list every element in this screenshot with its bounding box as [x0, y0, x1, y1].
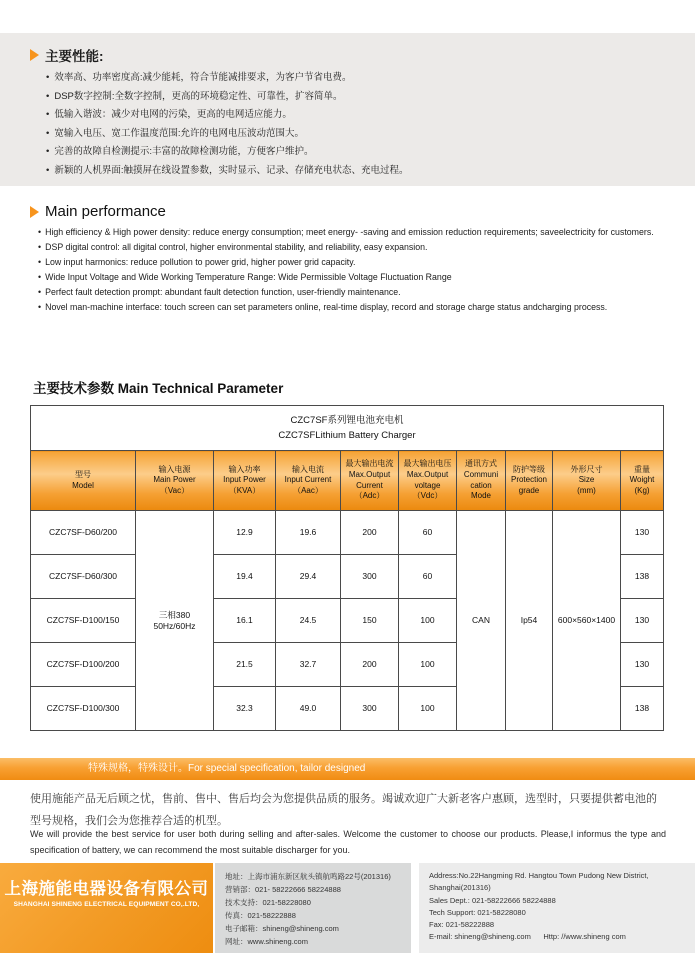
table-header-cell: 最大输出电压 Max.Output voltage （Vdc） [399, 451, 457, 511]
feature-heading: 主要性能: [45, 49, 104, 64]
cell-model: CZC7SF-D100/300 [31, 687, 136, 731]
service-paragraph-cn: 使用施能产品无后顾之忧，售前、售中、售后均会为您提供品质的服务。竭诚欢迎广大新老客户惠顾，选型时，只要提供蓄电池的型号规格，我们会为您推荐合适的机型。 [30, 793, 657, 827]
contact-line: 电子邮箱：shineng@shineng.com [225, 924, 339, 933]
feature-heading-row [30, 45, 665, 65]
contact-line: 营销部：021- 58222666 58224888 [225, 885, 341, 894]
table-caption-en: CZC7SFLithium Battery Charger [278, 430, 416, 441]
triangle-bullet-icon [30, 206, 39, 218]
contact-line: Sales Dept.: 021-58222666 58224888 [429, 895, 556, 905]
cell-weight: 138 [621, 555, 664, 599]
cell-max-output-voltage: 60 [399, 511, 457, 555]
list-item: • 宽输入电压、宽工作温度范围:允许的电网电压波动范围大。 [46, 125, 665, 144]
cell-input-current: 32.7 [276, 643, 341, 687]
table-row [31, 511, 664, 555]
list-item: • Wide Input Voltage and Wide Working Temperature Range: Wide Permissible Voltage Fluctuation Range [38, 270, 667, 285]
list-item: • 效率高、功率密度高:减少能耗，符合节能减排要求，为客户节省电费。 [46, 69, 665, 88]
feature-box [0, 33, 695, 186]
cell-weight: 138 [621, 687, 664, 731]
cell-input-current: 19.6 [276, 511, 341, 555]
footer-company-block [0, 863, 213, 953]
cell-max-output-voltage: 100 [399, 687, 457, 731]
table-header-cell: 外形尺寸 Size (mm) [553, 451, 621, 511]
cell-input-current: 24.5 [276, 599, 341, 643]
table-header-cell: 通讯方式 Communi cation Mode [457, 451, 506, 511]
cell-max-output-current: 300 [341, 555, 399, 599]
footer-contact-en [419, 863, 695, 953]
cell-model: CZC7SF-D100/200 [31, 643, 136, 687]
cell-size: 600×560×1400 [553, 511, 621, 731]
cell-input-power: 32.3 [214, 687, 276, 731]
table-caption-row [31, 406, 664, 451]
list-item: • 低输入谐波：减少对电网的污染，更高的电网适应能力。 [46, 106, 665, 125]
footer-contact-cn [215, 863, 411, 953]
cell-protection-grade: Ip54 [506, 511, 553, 731]
cell-input-current: 29.4 [276, 555, 341, 599]
cell-weight: 130 [621, 643, 664, 687]
main-performance-bullet-list [30, 225, 667, 314]
list-item: • DSP digital control: all digital control, higher environmental stability, and reliability, easy expansion. [38, 240, 667, 255]
cell-input-power: 21.5 [214, 643, 276, 687]
contact-line: Tech Support: 021-58228080 [429, 907, 526, 917]
cell-input-power: 16.1 [214, 599, 276, 643]
contact-line: 地址：上海市浦东新区航头镇航鸣路22号(201316) [225, 872, 391, 881]
cell-max-output-current: 200 [341, 643, 399, 687]
special-spec-banner: 特殊规格，特殊设计。For special specification, tailor designed [0, 758, 695, 780]
list-item: • Perfect fault detection prompt: abundant fault detection function, user-friendly maintenance. [38, 285, 667, 300]
cell-model: CZC7SF-D60/300 [31, 555, 136, 599]
service-paragraph-en: We will provide the best service for user both during selling and after-sales. Welcome the customer to choose our products. Please,I informus the type and specification of battery, we can recommend the most suitable discharger for you. [30, 829, 666, 855]
cell-main-power: 三相380 50Hz/60Hz [136, 511, 214, 731]
main-performance-heading: Main performance [45, 203, 166, 220]
main-performance-section [30, 203, 667, 314]
list-item: • DSP数字控制:全数字控制，更高的环境稳定性、可靠性，扩容简单。 [46, 88, 665, 107]
triangle-bullet-icon [30, 49, 39, 61]
list-item: • Low input harmonics: reduce pollution to power grid, higher power grid capacity. [38, 255, 667, 270]
cell-weight: 130 [621, 599, 664, 643]
contact-line: E-mail: shineng@shineng.com Http: //www.shineng com [429, 932, 626, 942]
footer [0, 863, 695, 953]
cell-max-output-current: 200 [341, 511, 399, 555]
cell-input-power: 12.9 [214, 511, 276, 555]
spec-table [30, 405, 664, 731]
table-header-cell: 最大输出电流 Max.Output Current （Adc） [341, 451, 399, 511]
company-name-cn: 上海施能电器设备有限公司 [4, 880, 209, 898]
table-header-cell: 防护等级 Protection grade [506, 451, 553, 511]
cell-input-power: 19.4 [214, 555, 276, 599]
contact-line: 网址：www.shineng.com [225, 937, 308, 946]
table-header-cell: 型号 Model [31, 451, 136, 511]
company-name-en: SHANGHAI SHINENG ELECTRICAL EQUIPMENT CO,.LTD, [13, 901, 200, 908]
table-caption-cn: CZC7SF系列锂电池充电机 [290, 415, 404, 426]
cell-max-output-current: 150 [341, 599, 399, 643]
main-performance-heading-row [30, 203, 667, 220]
tech-parameter-title: 主要技术参数 Main Technical Parameter [33, 381, 284, 396]
cell-max-output-current: 300 [341, 687, 399, 731]
cell-communication: CAN [457, 511, 506, 731]
list-item: • Novel man-machine interface: touch screen can set parameters online, real-time display, record and storage charge status andcharging process. [38, 300, 667, 315]
list-item: • High efficiency & High power density: reduce energy consumption; meet energy- -saving and emission reduction requirements; saveelectricity for customers. [38, 225, 667, 240]
contact-line: 传真：021-58222888 [225, 911, 296, 920]
contact-line: Fax: 021-58222888 [429, 920, 495, 930]
list-item: • 完善的故障自检测提示:丰富的故障检测功能，方便客户维护。 [46, 143, 665, 162]
cell-weight: 130 [621, 511, 664, 555]
table-header-cell: 输入功率 Input Power （KVA） [214, 451, 276, 511]
table-caption-cell [31, 406, 664, 451]
table-header-cell: 输入电流 Input Current （Aac） [276, 451, 341, 511]
table-header-cell: 输入电源 Main Power （Vac） [136, 451, 214, 511]
table-header-cell: 重量 Woight (Kg) [621, 451, 664, 511]
cell-max-output-voltage: 100 [399, 599, 457, 643]
list-item: • 新颖的人机界面:触摸屏在线设置参数，实时显示、记录、存储充电状态、充电过程。 [46, 162, 665, 181]
contact-line: 技术支持：021-58228080 [225, 898, 311, 907]
cell-max-output-voltage: 100 [399, 643, 457, 687]
contact-line: Address:No.22Hangming Rd. Hangtou Town Pudong New District, Shanghai(201316) [429, 871, 651, 893]
cell-model: CZC7SF-D100/150 [31, 599, 136, 643]
table-header-row [31, 451, 664, 511]
cell-model: CZC7SF-D60/200 [31, 511, 136, 555]
cell-max-output-voltage: 60 [399, 555, 457, 599]
cell-input-current: 49.0 [276, 687, 341, 731]
feature-bullet-list [30, 69, 665, 181]
